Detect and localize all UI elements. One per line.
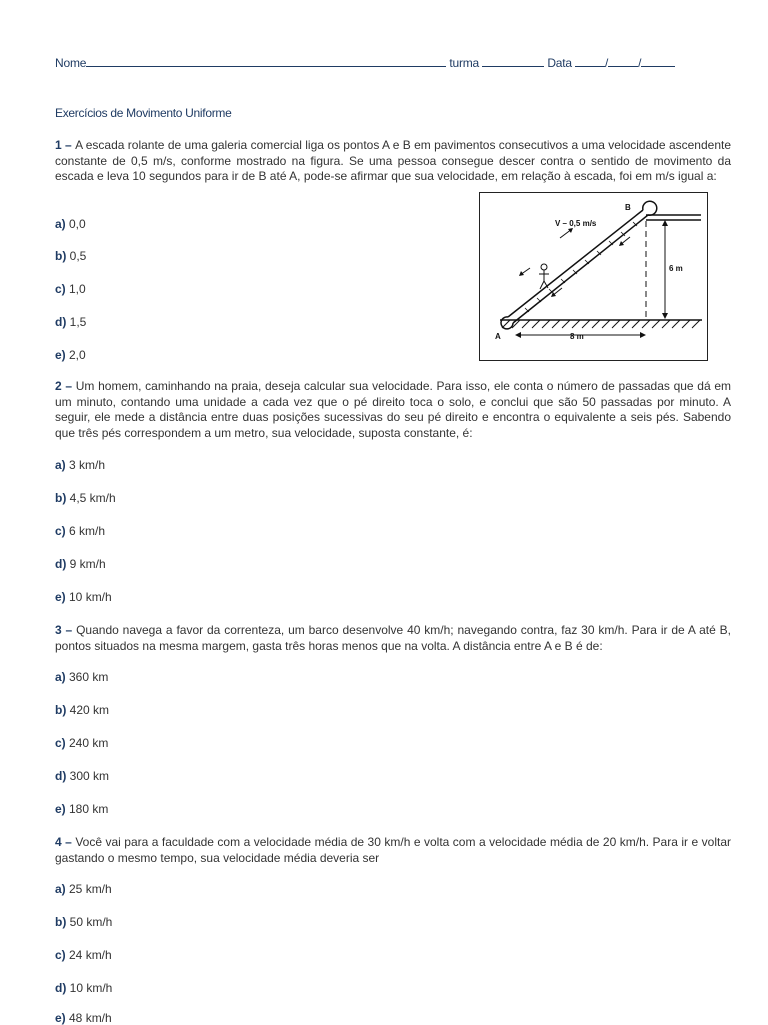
option-letter: c) (55, 282, 66, 296)
question-4 (55, 835, 731, 866)
question-dash: – (61, 138, 76, 152)
option-2e[interactable] (55, 590, 112, 604)
option-letter: d) (55, 315, 67, 329)
option-letter: b) (55, 915, 67, 929)
option-letter: c) (55, 736, 66, 750)
data-label: Data (547, 56, 572, 70)
option-letter: b) (55, 249, 67, 263)
option-letter: a) (55, 458, 66, 472)
option-4d[interactable] (55, 981, 112, 995)
escalator-figure (479, 192, 708, 361)
option-3c[interactable] (55, 736, 108, 750)
option-letter: b) (55, 703, 67, 717)
option-letter: e) (55, 348, 66, 362)
option-text: 1,0 (65, 282, 86, 296)
option-2c[interactable] (55, 524, 105, 538)
question-text: Um homem, caminhando na praia, deseja calcular sua velocidade. Para isso, ele conta o número de passadas que dá em um minuto, contando uma unidade a cada vez que o pé direito toca o solo, e conclui que são 50 passadas por minuto. A seguir, ele mede a distância entre duas posições sucessivas do seu pé direito e encontra o equivalente a seis pés. Sabendo que três pés correspondem a um metro, sua velocidade, suposta constante, é: (55, 379, 732, 440)
option-letter: d) (55, 769, 67, 783)
question-number: 2 (55, 379, 62, 393)
option-3a[interactable] (55, 670, 108, 684)
option-text: 0,0 (65, 217, 86, 231)
question-number: 3 (55, 623, 62, 637)
turma-field[interactable] (482, 55, 544, 67)
option-letter: e) (55, 590, 66, 604)
option-4a[interactable] (55, 882, 112, 896)
option-text: 3 km/h (65, 458, 106, 472)
option-text: 24 km/h (65, 948, 112, 962)
height-label: 6 m (669, 264, 683, 273)
option-text: 48 km/h (65, 1011, 112, 1025)
question-1 (55, 138, 731, 185)
option-1c[interactable] (55, 282, 86, 296)
option-3b[interactable] (55, 703, 109, 717)
option-letter: a) (55, 882, 66, 896)
option-letter: a) (55, 670, 66, 684)
section-title: Exercícios de Movimento Uniforme (55, 106, 232, 120)
option-text: 360 km (65, 670, 109, 684)
option-text: 1,5 (66, 315, 87, 329)
question-dash: – (61, 379, 76, 393)
option-letter: c) (55, 948, 66, 962)
option-letter: c) (55, 524, 66, 538)
header-line (55, 55, 675, 70)
nome-field[interactable] (86, 55, 446, 67)
question-number: 1 (55, 138, 62, 152)
nome-label: Nome (55, 56, 87, 70)
option-text: 6 km/h (65, 524, 106, 538)
option-3d[interactable] (55, 769, 109, 783)
option-4b[interactable] (55, 915, 112, 929)
question-text: A escada rolante de uma galeria comercial liga os pontos A e B em pavimentos consecutivos a uma velocidade ascendente constante de 0,5 m/s, conforme mostrado na figura. Se uma pessoa consegue descer contra o sentido de movimento da escada e leva 10 segundos para ir de B até A, pode-se afirmar que sua velocidade, em relação à escada, foi em m/s igual a: (55, 138, 731, 183)
option-4c[interactable] (55, 948, 112, 962)
option-2d[interactable] (55, 557, 106, 571)
option-text: 4,5 km/h (66, 491, 116, 505)
year-field[interactable] (641, 55, 675, 67)
option-letter: d) (55, 557, 67, 571)
option-1e[interactable] (55, 348, 86, 362)
option-letter: e) (55, 802, 66, 816)
question-dash: – (61, 623, 77, 637)
option-text: 50 km/h (66, 915, 113, 929)
option-letter: d) (55, 981, 67, 995)
question-text: Quando navega a favor da correnteza, um barco desenvolve 40 km/h; navegando contra, faz 30 km/h. Para ir de A até B, pontos situados na mesma margem, gasta três horas menos que na volta. A distância entre A e B é de: (55, 623, 731, 653)
option-1a[interactable] (55, 217, 86, 231)
month-field[interactable] (608, 55, 638, 67)
question-3 (55, 623, 731, 654)
option-letter: a) (55, 217, 66, 231)
day-field[interactable] (575, 55, 605, 67)
option-text: 300 km (66, 769, 110, 783)
option-1d[interactable] (55, 315, 86, 329)
option-4e[interactable] (55, 1011, 112, 1025)
date-slash-2: / (638, 56, 642, 70)
option-text: 180 km (65, 802, 109, 816)
option-2a[interactable] (55, 458, 105, 472)
option-1b[interactable] (55, 249, 86, 263)
velocity-label: V – 0,5 m/s (555, 219, 597, 228)
option-text: 10 km/h (66, 981, 113, 995)
point-a-label: A (495, 332, 501, 341)
base-label: 8 m (570, 332, 584, 341)
option-text: 0,5 (66, 249, 87, 263)
option-text: 2,0 (65, 348, 86, 362)
option-2b[interactable] (55, 491, 116, 505)
point-b-label: B (625, 203, 631, 212)
turma-label: turma (449, 56, 480, 70)
option-text: 240 km (65, 736, 109, 750)
question-text: Você vai para a faculdade com a velocidade média de 30 km/h e volta com a velocidade média de 20 km/h. Para ir e voltar gastando o mesmo tempo, sua velocidade média deveria ser (55, 835, 731, 865)
option-letter: b) (55, 491, 67, 505)
question-2 (55, 379, 731, 441)
option-text: 25 km/h (65, 882, 112, 896)
option-text: 10 km/h (65, 590, 112, 604)
option-letter: e) (55, 1011, 66, 1025)
option-text: 420 km (66, 703, 110, 717)
question-number: 4 (55, 835, 62, 849)
option-3e[interactable] (55, 802, 108, 816)
option-text: 9 km/h (66, 557, 106, 571)
date-slash-1: / (605, 56, 609, 70)
question-dash: – (61, 835, 76, 849)
